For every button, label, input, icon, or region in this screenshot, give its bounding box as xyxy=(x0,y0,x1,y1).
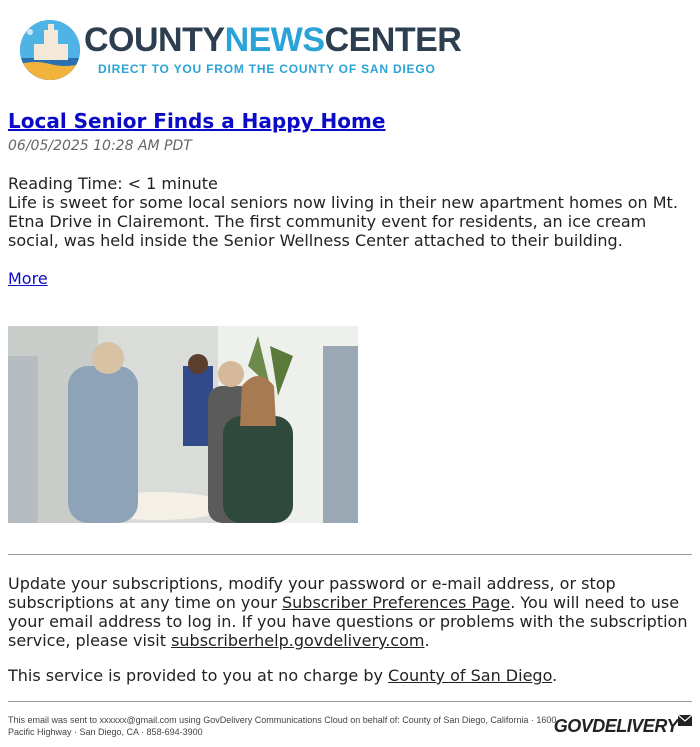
article-body xyxy=(8,174,692,250)
legal-text: This email was sent to xxxxxx@gmail.com using GovDelivery Communications Cloud on behalf of: County of San Diego, California · 1600 Pacific Highway · San Diego, CA · 858-694-3900 xyxy=(8,715,557,737)
service-suffix: . xyxy=(552,666,558,685)
brand-title xyxy=(84,22,461,58)
subscription-notice xyxy=(8,574,690,650)
envelope-icon xyxy=(678,711,692,730)
divider xyxy=(8,554,692,555)
subscription-text-1: Update your subscriptions, modify your password or e-mail address, or stop subscriptions at any time on your xyxy=(8,574,616,612)
footer-divider xyxy=(8,701,692,702)
article-title-link[interactable]: Local Senior Finds a Happy Home xyxy=(8,109,386,133)
subscriber-help-link[interactable]: subscriberhelp.govdelivery.com xyxy=(171,631,425,650)
brand-tagline: DIRECT TO YOU FROM THE COUNTY OF SAN DIEGO xyxy=(98,62,436,76)
subscription-text-2: . You will need to use your email address to log in. If you have questions or problems with the subscription service, please visit xyxy=(8,593,688,650)
article-date: 06/05/2025 10:28 AM PDT xyxy=(8,138,192,154)
more-section xyxy=(8,269,692,288)
county-news-center-logo[interactable] xyxy=(20,18,480,82)
govdelivery-logo[interactable]: GOVDELIVERY xyxy=(553,716,678,736)
subscriber-preferences-link[interactable]: Subscriber Preferences Page xyxy=(282,593,511,612)
reading-time: Reading Time: < 1 minute xyxy=(8,174,218,193)
article-photo[interactable] xyxy=(8,326,358,523)
article-title xyxy=(8,108,692,134)
service-notice xyxy=(8,666,690,685)
subscription-text-3: . xyxy=(424,631,430,650)
brand-center: CENTER xyxy=(324,21,462,59)
brand-county: COUNTY xyxy=(84,21,225,59)
article xyxy=(8,108,692,288)
article-summary: Life is sweet for some local seniors now living in their new apartment homes on Mt. Etna Drive in Clairemont. The first community event for residents, an ice cream social, was held inside the Senior Wellness Center attached to their building. xyxy=(8,193,678,250)
service-text: This service is provided to you at no charge by xyxy=(8,666,389,685)
more-link[interactable]: More xyxy=(8,269,48,288)
county-link[interactable]: County of San Diego xyxy=(388,666,553,685)
county-seal-icon xyxy=(20,20,80,80)
brand-news: NEWS xyxy=(224,21,325,59)
